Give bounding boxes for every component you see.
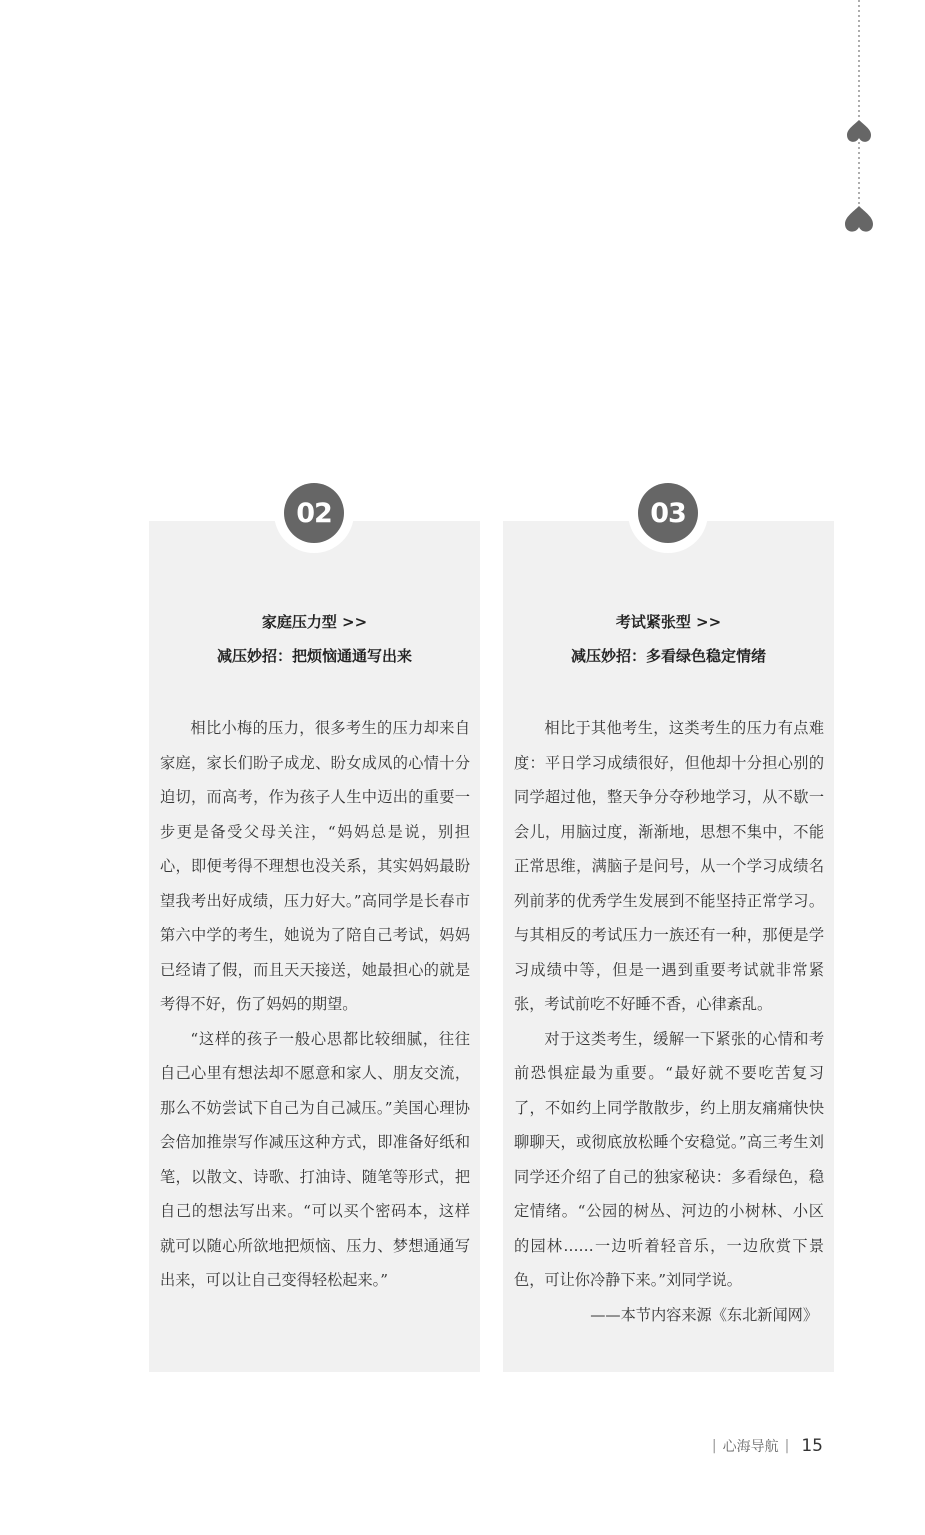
page-footer — [706, 1436, 823, 1456]
body-paragraph: “这样的孩子一般心思都比较细腻，往往自己心里有想法却不愿意和家人、朋友交流，那么不妨尝试下自己为自己减压。”美国心理协会倍加推崇写作减压这种方式，即准备好纸和笔，以散文、诗歌、打油诗、随笔等形式，把自己的想法写出来。“可以买个密码本，这样就可以随心所欲地把烦恼、压力、梦想通通写出来，可以让自己变得轻松起来。” — [160, 1029, 470, 1289]
section-tip-title: 减压妙招：多看绿色稳定情绪 — [570, 647, 766, 665]
source-credit: ——本节内容来源《东北新闻网》 — [590, 1305, 818, 1324]
section-tip-title: 减压妙招：把烦恼通通写出来 — [216, 647, 412, 665]
heart-icon — [845, 206, 873, 232]
footer-column-name: 心海导航 — [722, 1439, 779, 1455]
section-type-title: 家庭压力型 >> — [261, 613, 368, 631]
body-paragraph: 相比于其他考生，这类考生的压力有点难度：平日学习成绩很好，但他却十分担心别的同学超过他，整天争分夺秒地学习，从不歇一会儿，用脑过度，渐渐地，思想不集中，不能正常思维，满脑子是问号，从一个学习成绩名列前茅的优秀学生发展到不能坚持正常学习。与其相反的考试压力一族还有一种，那便是学习成绩中等，但是一遇到重要考试就非常紧张，考试前吃不好睡不香，心律紊乱。 — [514, 719, 824, 1013]
page-number: 15 — [801, 1436, 823, 1456]
body-paragraph: 对于这类考生，缓解一下紧张的心情和考前恐惧症最为重要。“最好就不要吃苦复习了，不如约上同学散散步，约上朋友痛痛快快聊聊天，或彻底放松睡个安稳觉。”高三考生刘同学还介绍了自己的独家秘诀：多看绿色，稳定情绪。“公园的树丛、河边的小树林、小区的园林……一边听着轻音乐，一边欣赏下景色，可让你冷静下来。”刘同学说。 — [514, 1029, 824, 1289]
footer-divider: | — [784, 1438, 790, 1454]
section-badge-ring — [628, 473, 708, 553]
section-card-family-pressure — [149, 497, 480, 1372]
section-badge-ring — [274, 473, 354, 553]
section-body — [514, 711, 824, 1332]
section-card-exam-nerves — [503, 497, 834, 1372]
heart-icon — [847, 120, 871, 142]
footer-divider: | — [711, 1438, 717, 1454]
section-type-title: 考试紧张型 >> — [615, 613, 722, 631]
section-number-badge: 02 — [284, 483, 344, 543]
section-number-badge: 03 — [638, 483, 698, 543]
section-body — [160, 711, 470, 1298]
body-paragraph: 相比小梅的压力，很多考生的压力却来自家庭，家长们盼子成龙、盼女成凤的心情十分迫切，而高考，作为孩子人生中迈出的重要一步更是备受父母关注，“妈妈总是说，别担心，即便考得不理想也没关系，其实妈妈最盼望我考出好成绩，压力好大。”高同学是长春市第六中学的考生，她说为了陪自己考试，妈妈已经请了假，而且天天接送，她最担心的就是考得不好，伤了妈妈的期望。 — [160, 719, 470, 1013]
heart-chain-decoration — [830, 0, 890, 240]
